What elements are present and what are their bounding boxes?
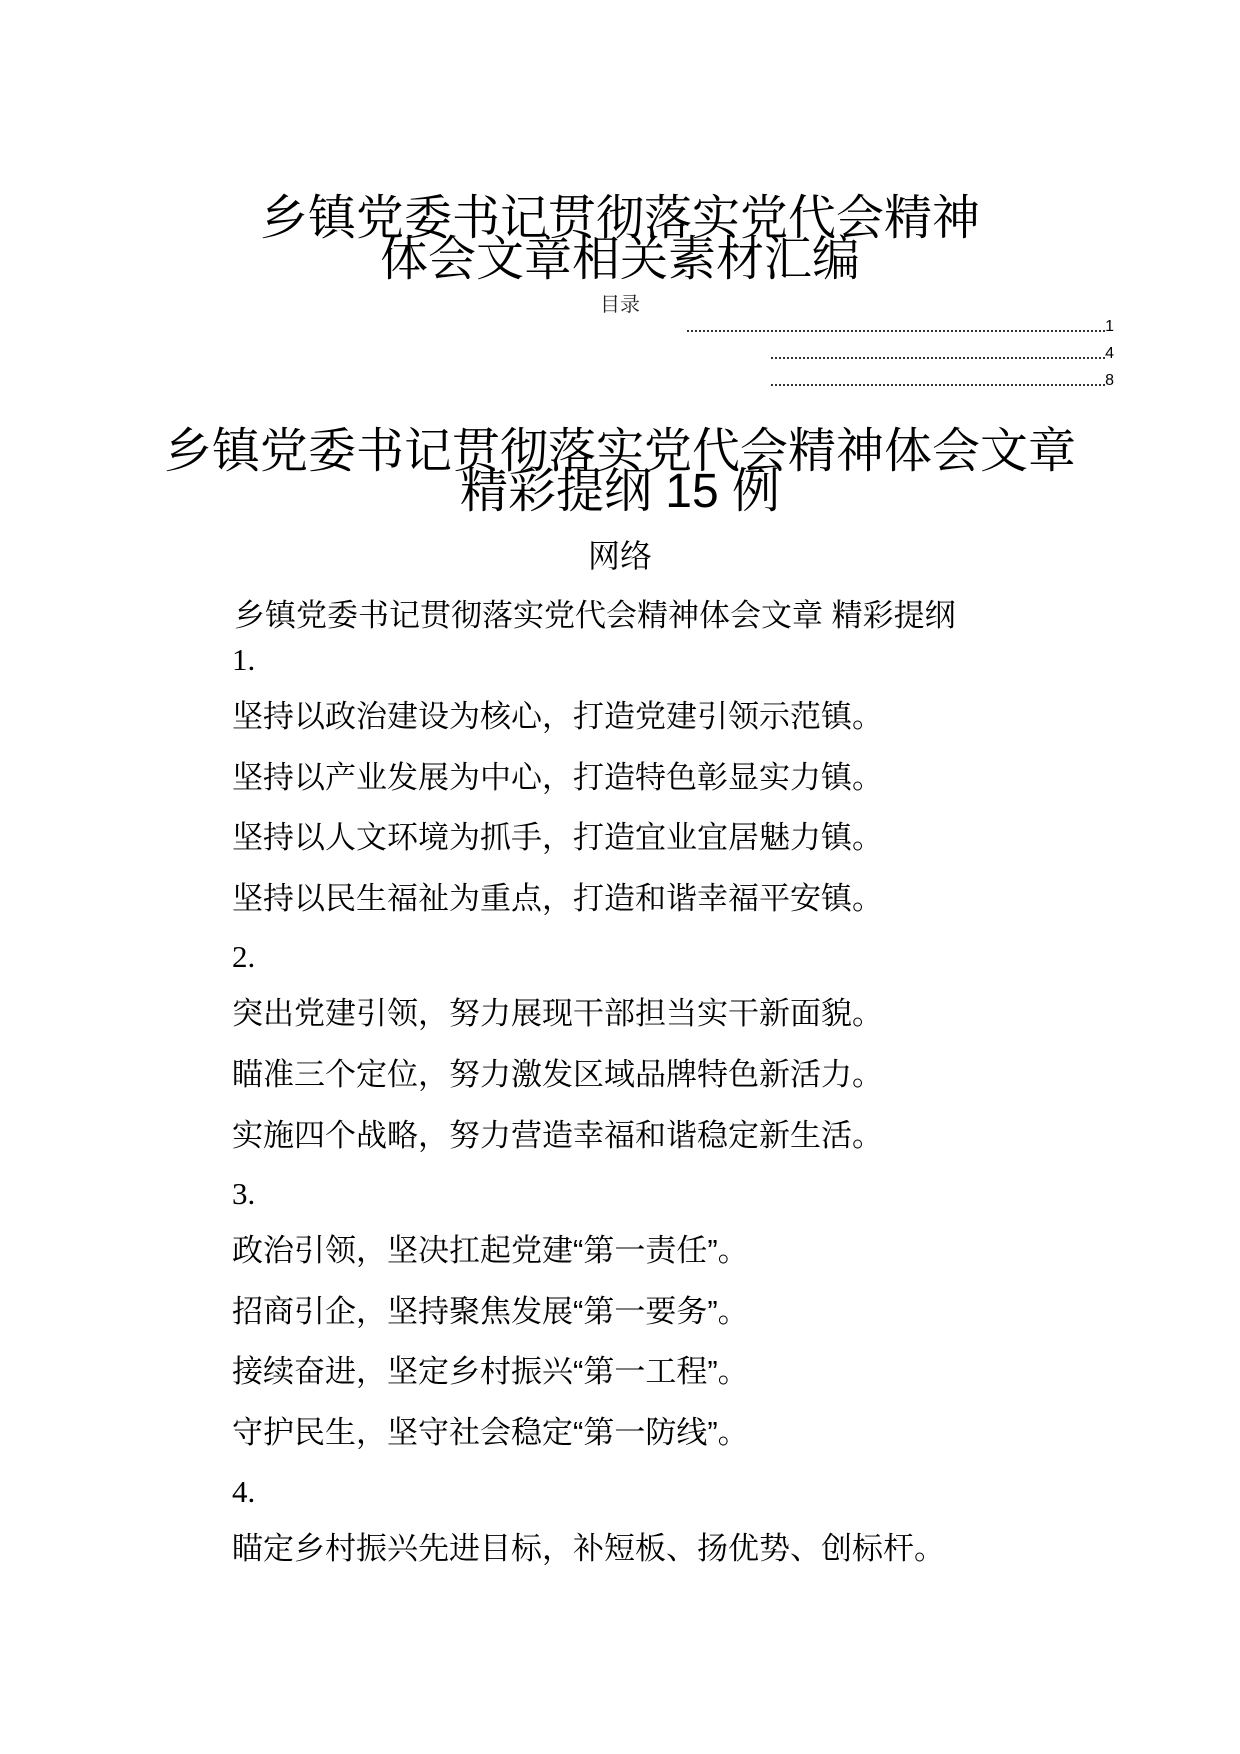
outline-line: 坚持以产业发展为中心，打造特色彰显实力镇。 (232, 759, 883, 795)
toc-page-number: 1 (1105, 318, 1114, 335)
toc-page-number: 4 (1105, 345, 1114, 362)
toc-leader (687, 330, 1105, 332)
section-number: 3. (232, 1176, 256, 1212)
outline-line: 瞄定乡村振兴先进目标，补短板、扬优势、创标杆。 (232, 1530, 945, 1566)
toc-label: 目录 (600, 294, 640, 316)
document-title-line: 体会文章相关素材汇编 (379, 233, 860, 286)
article-source: 网络 (587, 538, 652, 574)
outline-line: 实施四个战略，努力营造幸福和谐稳定新生活。 (232, 1117, 883, 1153)
toc-entry[interactable] (771, 343, 1114, 363)
section-number: 2. (232, 939, 256, 975)
outline-line: 坚持以人文环境为抓手，打造宜业宜居魅力镇。 (232, 820, 883, 856)
article-title-line: 精彩提纲 15 例 (459, 465, 781, 518)
article-subtitle: 乡镇党委书记贯彻落实党代会精神体会文章 精彩提纲 (234, 598, 956, 633)
article-body (232, 632, 945, 1579)
document-title-line: 乡镇党委书记贯彻落实党代会精神 (259, 192, 980, 245)
toc-entry[interactable] (771, 370, 1114, 390)
document-title (0, 192, 1240, 286)
toc-leader (771, 357, 1105, 359)
outline-line: 瞄准三个定位，努力激发区域品牌特色新活力。 (232, 1056, 883, 1092)
article-title (0, 425, 1240, 518)
toc-leader (771, 384, 1105, 386)
outline-line: 守护民生，坚守社会稳定“第一防线”。 (232, 1414, 749, 1450)
outline-line: 坚持以民生福祉为重点，打造和谐幸福平安镇。 (232, 880, 883, 916)
section-number: 1. (232, 642, 256, 677)
outline-line: 招商引企，坚持聚焦发展“第一要务”。 (232, 1293, 749, 1329)
outline-line: 突出党建引领，努力展现干部担当实干新面貌。 (232, 996, 883, 1032)
section-number: 4. (232, 1473, 256, 1509)
outline-line: 接续奋进，坚定乡村振兴“第一工程”。 (232, 1354, 749, 1390)
toc-entry[interactable] (687, 316, 1114, 336)
outline-line: 坚持以政治建设为核心，打造党建引领示范镇。 (232, 699, 883, 734)
toc-page-number: 8 (1105, 372, 1114, 389)
article-title-line: 乡镇党委书记贯彻落实党代会精神体会文章 (163, 425, 1076, 478)
outline-line: 政治引领，坚决扛起党建“第一责任”。 (232, 1233, 749, 1269)
